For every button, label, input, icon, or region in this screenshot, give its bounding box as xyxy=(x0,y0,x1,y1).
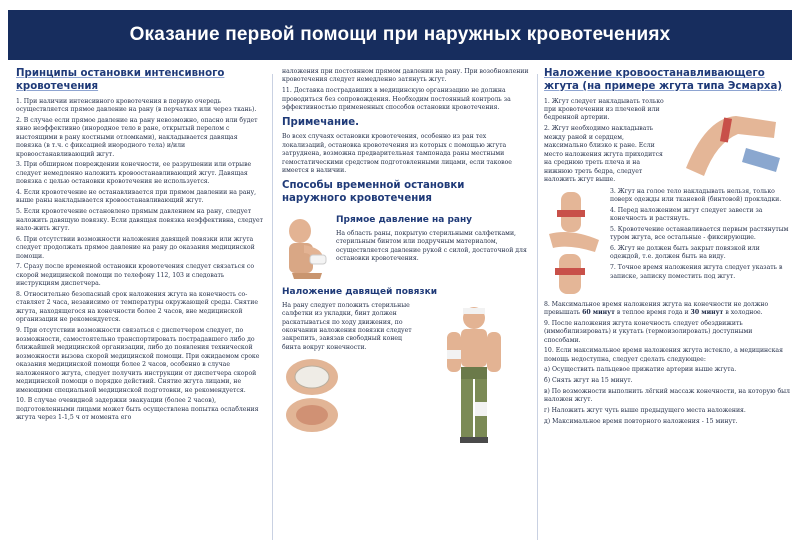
tourniquet-item: 1. Жгут следует накладывать только при кровотечении из плечевой или бедренной артерии. xyxy=(544,97,664,122)
pressure-bandage-heading: Наложение давящей повязки xyxy=(282,287,438,298)
column-divider xyxy=(537,74,538,540)
principle-item: 1. При наличии интенсивного кровотечения в первую очередь осуществляется прямое давление на рану (в перчатках или через ткань). xyxy=(16,97,257,113)
tourniquet-column xyxy=(544,68,790,544)
principle-item: 9. При отсутствии возможности связаться с диспетчером следует, по возможности, самостоятельно транспортировать пострадавшего либо до ближайшей медицинской организации, либо до появления технической возможности вызова скорой медицинской помощи. При ожидаемом сроке оказания медицинской помощи более 2 часов, особенно в случае наложенного жгута, следует получить инструкции от диспетчера скорой медицинской помощи о порядке действий. Снятие жгута лицами, не имеющими специальной медицинской подготовки, не рекомендуется. xyxy=(16,327,260,394)
principle-item: 6. При отсутствии возможности наложения давящей повязки или жгута следует продолжать прямое давление на рану до оказания медицинской помощи. xyxy=(16,235,255,260)
methods-heading: Способы временной остановки наружного кровотечения xyxy=(282,179,465,204)
tourniquet-subitem: б) Снять жгут на 15 минут. xyxy=(544,377,633,385)
principle-item: 5. Если кровотечение остановлено прямым давлением на рану, следует наложить давящую повязку. Если давящая повязка неэффективна, следует нало-жить жгут. xyxy=(16,208,264,233)
direct-pressure-illustration xyxy=(282,211,332,281)
principle-item: 7. Сразу после временной остановки кровотечения следует связаться со скорой медицинской помощи по телефону 112, 103 и следовать инструкциям диспетчера. xyxy=(16,263,255,288)
principle-item: 11. Доставка пострадавших в медицинскую организацию не должна проводиться без сопровождения. Необходим постоянный контроль за эффективностью примененных способов остановки кровотечения. xyxy=(282,87,511,112)
page-title: Оказание первой помощи при наружных кровотечениях xyxy=(129,24,671,45)
tourniquet-time-limit: 8. Максимальное время наложения жгута на конечности не должно превышать 60 минут в теплое время года и 30 минут в холодное. xyxy=(544,300,769,316)
tourniquet-subitem: а) Осуществить пальцевое прижатие артерии выше жгута. xyxy=(544,366,737,374)
tourniquet-item: 9. После наложения жгута конечность следует обездвижить (иммобилизировать) и укутать (термоизолировать) доступными способами. xyxy=(544,319,753,344)
bandage-detail-illustrations xyxy=(282,355,412,435)
continued-text: наложения при постоянном прямом давлении на рану. При возобновлении кровотечения следует немедленно затянуть жгут. xyxy=(282,68,529,84)
tourniquet-item: 7. Точное время наложения жгута следует указать в записке, записку поместить под жгут. xyxy=(610,264,783,280)
methods-column xyxy=(282,68,532,544)
title-banner xyxy=(8,10,792,60)
principle-item: 3. При обширном повреждении конечности, ее разрушении или отрыве следует немедленно наложить кровоостанавливающий жгут. Давящая повязка с целью остановки кровотечения не используется. xyxy=(16,161,252,186)
principle-item: 4. Если кровотечение не останавливается при прямом давлении на рану, выше раны накладывается кровоостанавливающий жгут. xyxy=(16,188,257,205)
column-divider xyxy=(272,74,273,540)
direct-pressure-heading: Прямое давление на рану xyxy=(336,215,473,226)
tourniquet-subitem: в) По возможности выполнить лёгкий массаж конечности, на которую был наложен жгут. xyxy=(544,387,790,404)
bandaged-person-illustration xyxy=(416,302,532,452)
note-heading: Примечание. xyxy=(282,116,360,128)
tourniquet-item: 5. Кровотечение останавливается первым растянутым туром жгута, все остальные - фиксирующие. xyxy=(610,225,789,242)
tourniquet-apply-illustration xyxy=(544,188,606,298)
principles-heading: Принципы остановки интенсивного кровотечения xyxy=(16,68,225,92)
tourniquet-arm-illustration xyxy=(672,98,790,188)
tourniquet-item: 6. Жгут не должен быть закрыт повязкой или одеждой, т.е. должен быть на виду. xyxy=(610,244,760,261)
tourniquet-item: 2. Жгут необходимо накладывать между раной и сердцем, максимально близко к ране. Если место наложения жгута приходится на среднюю треть плеча и на нижнюю треть бедра, следует наложить жгут выше. xyxy=(544,125,663,184)
principles-column xyxy=(16,68,264,544)
tourniquet-item: 3. Жгут на голое тело накладывать нельзя, только поверх одежды или тканевой (бинтовой) прокладки. xyxy=(610,187,782,203)
warm-limit: 60 минут xyxy=(582,308,615,316)
tourniquet-item: 4. Перед наложением жгут следует завести за конечность и растянуть. xyxy=(610,206,763,223)
note-text: Во всех случаях остановки кровотечения, особенно из ран тех локализаций, остановка кровотечения из которых с помощью жгута затруднена, возможна предварительная тампонада раны местными гемостатическими средством подготовленными лицами, если таковое имеется в наличии. xyxy=(282,133,512,175)
tourniquet-subitem: г) Наложить жгут чуть выше предыдущего места наложения. xyxy=(544,406,746,414)
principle-item: 10. В случае очевидной задержки эвакуации (более 2 часов), подготовленными лицами может быть осуществлена попытка ослабления жгута через 1-1,5 ч от момента его xyxy=(16,397,259,422)
cold-limit: 30 минут xyxy=(690,308,724,316)
tourniquet-subitem: д) Максимальное время повторного наложения - 15 минут. xyxy=(544,417,738,425)
tourniquet-heading: Наложение кровоостанавливающего жгута (на примере жгута типа Эсмарха) xyxy=(544,68,783,92)
principle-item: 8. Относительно безопасный срок наложения жгута на конечность со-ставляет 2 часа, независимо от температуры окружающей среды. Снятие жгута, находящегося на конечности более 2 часов, вне медицинской организации не рекомендуется. xyxy=(16,290,258,324)
principle-item: 2. В случае если прямое давление на рану невозможно, опасно или будет явно неэффективно (инородное тело в ране, открытый перелом с выстоящими в рану костными отломками), накладывается давящая повязка (в т.ч. с фиксацией инородного тела) и/или кровоостанавливающий жгут. xyxy=(16,116,258,158)
direct-pressure-text: На область раны, покрытую стерильными салфетками, стерильным бинтом или подручным материалом, осуществляется давление рукой с силой, достаточной для остановки кровотечения. xyxy=(336,229,527,262)
pressure-bandage-text: На рану следует положить стерильные салфетки из укладки, бинт должен раскатываться по ходу движения, по окончании наложения повязки следует закрепить, завязав свободный конец бинта вокруг конечности. xyxy=(282,301,412,351)
tourniquet-item: 10. Если максимальное время наложения жгута истекло, а медицинская помощь недоступна, следует сделать следующее: xyxy=(544,347,783,363)
